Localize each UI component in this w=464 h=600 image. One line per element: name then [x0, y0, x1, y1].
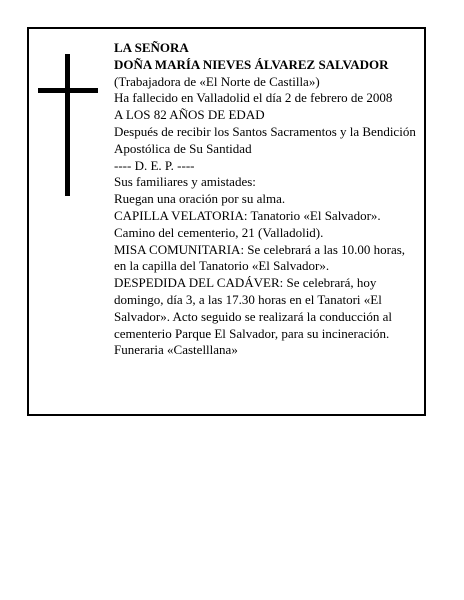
rip-line: ---- D. E. P. ----: [114, 157, 195, 173]
family-line: Sus familiares y amistades:: [114, 174, 256, 190]
mass-info: MISA COMUNITARIA: Se celebrará a las 10.00 horas, en la capilla del Tanatorio «El Salvador».: [114, 241, 406, 274]
death-date-line: Ha fallecido en Valladolid el día 2 de febrero de 2008: [114, 90, 393, 106]
deceased-name: DOÑA MARÍA NIEVES ÁLVAREZ SALVADOR: [114, 56, 389, 72]
cross-horizontal-bar: [38, 88, 98, 93]
sacraments-text: Después de recibir los Santos Sacramentos y la Bendición Apostólica de Su Santidad: [114, 123, 416, 156]
prayer-line: Ruegan una oración por su alma.: [114, 191, 286, 207]
farewell-info: DESPEDIDA DEL CADÁVER: Se celebrará, hoy domingo, día 3, a las 17.30 horas en el Tanatori «El Salvador». Acto seguido se realizará la conducción al cementerio Parque El Salvador, para su incineración.: [114, 275, 392, 341]
chapel-info: CAPILLA VELATORIA: Tanatorio «El Salvador». Camino del cementerio, 21 (Valladolid).: [114, 207, 381, 240]
obituary-text: [114, 40, 419, 359]
cross-icon: [38, 54, 98, 196]
occupation: (Trabajadora de «El Norte de Castilla»): [114, 73, 320, 89]
cross-vertical-bar: [65, 54, 70, 196]
age-line: A LOS 82 AÑOS DE EDAD: [114, 107, 265, 123]
funeral-home: Funeraria «Castelllana»: [114, 342, 238, 358]
honorific: LA SEÑORA: [114, 40, 189, 55]
